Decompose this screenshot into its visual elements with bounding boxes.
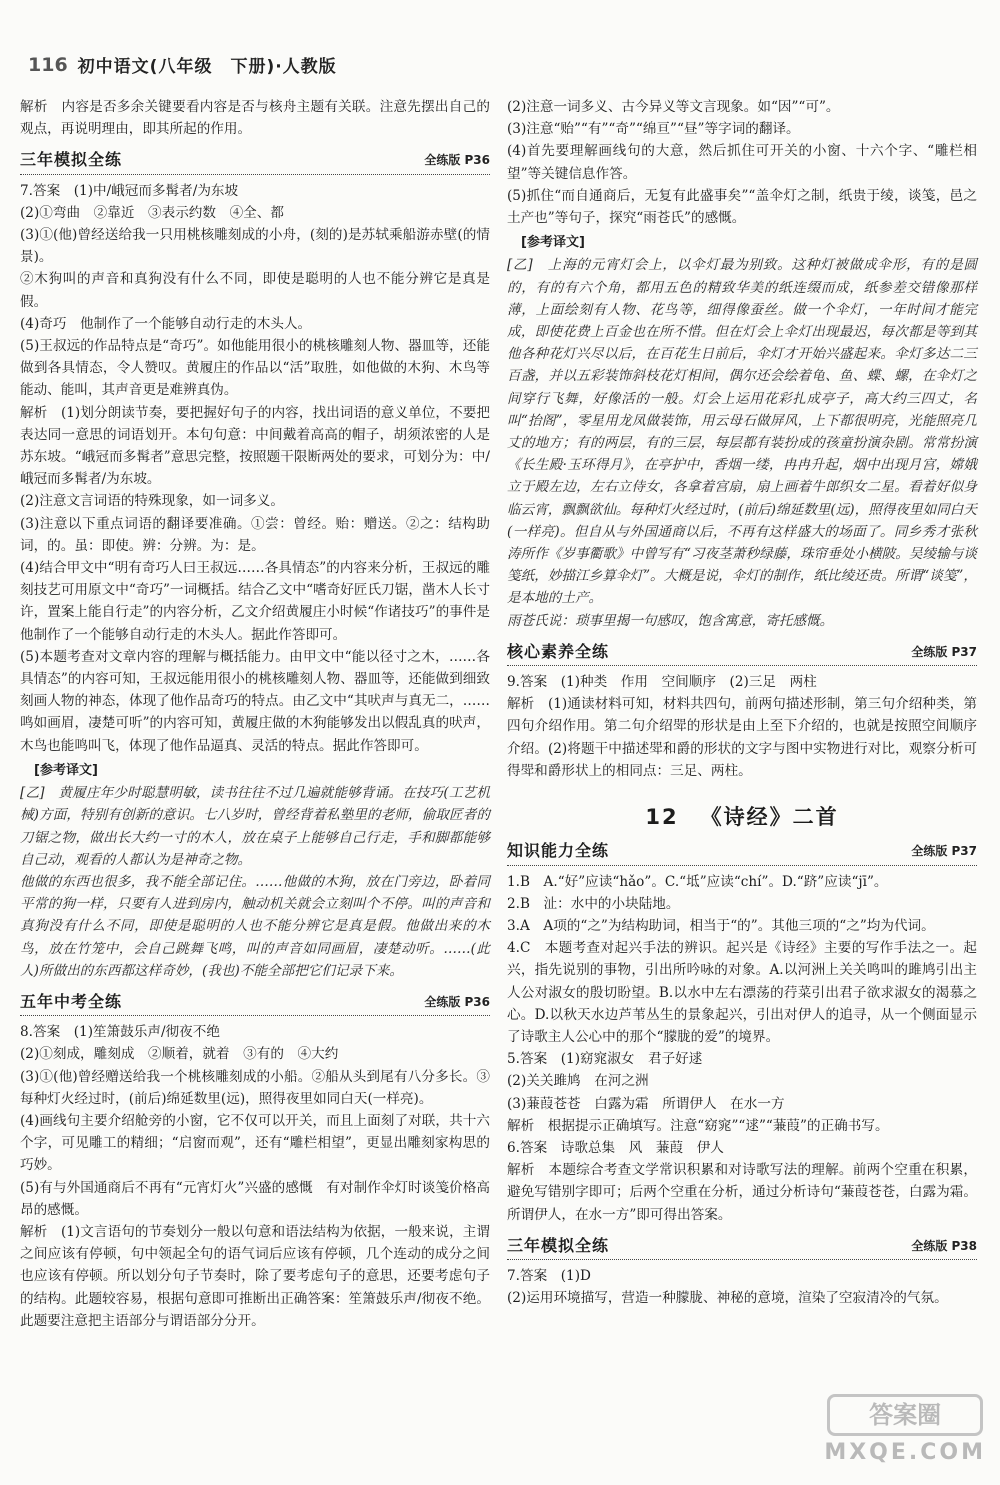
- analysis-line: 解析 (1)文言语句的节奏划分一般以句意和语法结构为依据，一般来说，主谓之间应该有停顿，句中领起全句的语气词后应该有停顿，几个连动的成分之间也应该有停顿。所以划分句子节奏时，除了要考虑句子的意思，还要考虑句子的结构。此题较容易，根据句意即可推断出正确答案：笙箫鼓乐声/彻夜不绝。此题要注意把主语部分与谓语部分分开。: [20, 1223, 490, 1329]
- translation-paragraph: 他做的东西也很多，我不能全部记住。……他做的木狗，放在门旁边，卧着同平常的狗一样，只要有人进到房内，触动机关就会立刻叫个不停。叫的声音和真狗没有什么不同，即使是聪明的人也不能分辨它是真是假。他做出来的木鸟，放在竹笼中，会自己跳舞飞鸣，叫的声音如同画眉，凄楚动听。……(此人)所做出的东西都这样奇妙，(我也)不能全部把它们记录下来。: [20, 873, 490, 979]
- analysis-line: (4)首先要理解画线句的大意，然后抓住可开关的小窗、十六个字、“雕栏相望”等关键信息作答。: [507, 143, 977, 182]
- section-title: 五年中考全练: [20, 991, 123, 1011]
- section-header-five-year: [20, 991, 490, 1016]
- page-header: [28, 52, 337, 77]
- answer-line: (3)①(他)曾经送给我一只用桃核雕刻成的小舟，(刻的)是苏轼乘船游赤壁(的情景)。: [20, 227, 490, 266]
- analysis-line: 解析 (1)划分朗读节奏，要把握好句子的内容，找出词语的意义单位，不要把表达同一意思的词语划开。本句句意：中间戴着高高的帽子，胡须浓密的人是苏东坡。“峨冠而多髯者”意思完整，按照题干限断两处的要求，可划分为：中/峨冠而多髯者/为东坡。: [20, 404, 490, 488]
- analysis-line: 解析 (1)通读材料可知，材料共四句，前两句描述形制，第三句介绍种类，第四句介绍作用。第二句介绍斝的形状是由上至下介绍的，也就是按照空间顺序介绍。(2)将题干中描述斝和爵的形状的文字与图中实物进行对比，观察分析可得斝和爵形状上的相同点：三足、两柱。: [507, 696, 977, 779]
- section-ref: 全练版 P36: [424, 153, 490, 168]
- section-title: 知识能力全练: [507, 841, 610, 861]
- answer-line: (2)关关雎鸠 在河之洲: [507, 1073, 649, 1090]
- analysis-line: 解析 本题综合考查文学常识积累和对诗歌写法的理解。前两个空重在积累，避免写错别字即可；后两个空重在分析，通过分析诗句“蒹葭苍苍，白露为霜。所谓伊人，在水一方”即可得出答案。: [507, 1162, 977, 1223]
- intro-analysis: 解析 内容是否多余关键要看内容是否与核舟主题有关联。注意先摆出自己的观点，再说明理由，即其所起的作用。: [20, 99, 490, 138]
- answer-line: (4)画线句主要介绍舱旁的小窗，它不仅可以开关，而且上面刻了对联，共十六个字，可见雕工的精细；“启窗而观”，还有“雕栏相望”，更显出雕刻家构思的巧妙。: [20, 1112, 490, 1174]
- answer-line: (2)①弯曲 ②靠近 ③表示约数 ④全、都: [20, 204, 284, 221]
- answer-line: (4)奇巧 他制作了一个能够自动行走的木头人。: [20, 315, 312, 332]
- book-title: 初中语文(八年级 下册)·人教版: [77, 57, 337, 77]
- section-title: 核心素养全练: [507, 641, 610, 661]
- analysis-line: (5)抓住“而自通商后，无复有此盛事矣”“盖伞灯之制，纸贵于绫，谈笺，邑之土产也”等句子，探究“雨苍氏”的感慨。: [507, 187, 977, 227]
- section-header-three-year-2: [507, 1235, 977, 1260]
- right-column: [507, 96, 977, 1309]
- reference-translation-label: [参考译文]: [521, 235, 585, 251]
- analysis-line: (2)注意一词多义、古今异义等文言现象。如“因”“可”。: [507, 99, 840, 115]
- answer-line: 6.答案 诗歌总集 风 蒹葭 伊人: [507, 1139, 724, 1156]
- analysis-line: (3)注意“贻”“有”“奇”“绵亘”“昼”等字词的翻译。: [507, 121, 800, 138]
- section-title: 三年模拟全练: [20, 150, 123, 170]
- section-ref: 全练版 P38: [911, 1238, 977, 1253]
- answer-line: 9.答案 (1)种类 作用 空间顺序 (2)三足 两柱: [507, 674, 817, 691]
- answer-line: 4.C 本题考查对起兴手法的辨识。起兴是《诗经》主要的写作手法之一。起兴，指先说别的事物，引出所吟咏的对象。A.以河洲上关关鸣叫的雎鸠引出主人公对淑女的殷切盼望。B.以水中左右漂荡的荇菜引出君子欲求淑女的渴慕之心。D.以秋天水边芦苇丛生的景象起兴，引出对伊人的追寻，从一个侧面显示了诗歌主人公心中的那个“朦胧的爱”的境界。: [507, 940, 977, 1045]
- answer-line: 8.答案 (1)笙箫鼓乐声/彻夜不绝: [20, 1024, 220, 1041]
- analysis-line: (5)本题考查对文章内容的理解与概括能力。由甲文中“能以径寸之木，……各具情态”的内容可知，王叔远能用很小的桃核雕刻人物、器皿等，还能做到细致刻画人物的神态，体现了他作品奇巧的特点。由乙文中“其吠声与真无二，……鸣如画眉，凄楚可听”的内容可知，黄履庄做的木狗能够发出以假乱真的吠声，木鸟也能鸣叫飞，体现了他作品逼真、灵活的特点。据此作答即可。: [20, 648, 490, 754]
- left-column: [20, 96, 490, 1332]
- answer-line: (5)有与外国通商后不再有“元宵灯火”兴盛的感慨 有对制作伞灯时谈笺价格高昂的感慨。: [20, 1179, 490, 1218]
- watermark-mark: 答案圈: [827, 1394, 983, 1436]
- translation-paragraph: 雨苍氏说：琐事里揭一句感叹，饱含寓意，寄托感慨。: [507, 612, 834, 629]
- lesson-heading: [507, 806, 977, 828]
- analysis-line: (3)注意以下重点词语的翻译要准确。①尝：曾经。贻：赠送。②之：结构助词，的。虽：即使。辨：分辨。为：是。: [20, 515, 490, 554]
- answer-line: (3)蒹葭苍苍 白露为霜 所谓伊人 在水一方: [507, 1095, 785, 1112]
- answer-line: 7.答案 (1)中/峨冠而多髯者/为东坡: [20, 182, 239, 199]
- page-number: 116: [28, 53, 68, 76]
- lesson-number: 12: [645, 805, 679, 830]
- translation-paragraph: [乙] 上海的元宵灯会上，以伞灯最为别致。这种灯被做成伞形，有的是圆的，有的有六个角，都用五色的精致华美的纸连缀而成，纸参差交错像那样薄，上面绘刻有人物、花鸟等，细得像蚕丝。做一个伞灯，一年时间才能完成，即使花费上百金也在所不惜。但在灯会上伞灯出现最迟，每次都是等到其他各种花灯兴尽以后，在百花生日前后，伞灯才开始兴盛起来。伞灯多达二三百盏，并以五彩装饰斜枝花灯相间，偶尔还会绘着龟、鱼、蝶、螺，在伞灯之间穿行飞舞，好像活的一般。灯会上运用花彩扎成亭子，高大约三四丈，名叫“抬阁”，零星用龙凤做装饰，用云母石做屏风，上下都很明亮，光能照亮几丈的地方；有的两层，有的三层，每层都有装扮成的孩童扮演杂剧。常常扮演《长生殿·玉环得月》，在亭护中，香烟一缕，冉冉升起，烟中出现月宫，嫦娥立于殿左边，左右立侍女，各拿着宫扇，扇上画着牛郎织女二星。看着好似身临云宵，飘飘欲仙。每种灯火经过时，(前后)绵延数里(远)，照得夜里如同白天(一样亮)。但自从与外国通商以后，不再有这样盛大的场面了。同乡秀才张秋涛所作《岁事衢歌》中曾写有“习夜茎萧秒绿藤，珠帘垂处小横陂。吴绫输与谈笺纸，妙描江乡算伞灯”。大概是说，伞灯的制作，纸比绫还贵。所谓“谈笺”，是本地的土产。: [507, 257, 977, 607]
- answer-line: 1.B A.“好”应读“hǎo”。C.“坻”应读“chí”。D.“跻”应读“jī”。: [507, 873, 888, 890]
- analysis-line: 解析 根据提示正确填写。注意“窈窕”“逑”“蒹葭”的正确书写。: [507, 1117, 889, 1134]
- reference-translation-label: [参考译文]: [34, 762, 98, 778]
- section-ref: 全练版 P37: [911, 844, 977, 859]
- watermark-domain: MXQE.COM: [824, 1440, 986, 1465]
- lesson-title: 《诗经》二首: [700, 805, 839, 830]
- section-header-three-year-1: [20, 149, 490, 174]
- answer-line: 3.A A项的“之”为结构助词，相当于“的”。其他三项的“之”均为代词。: [507, 917, 935, 934]
- answer-line: 5.答案 (1)窈窕淑女 君子好逑: [507, 1051, 703, 1068]
- answer-line: (2)运用环境描写，营造一种朦胧、神秘的意境，渲染了空寂清冷的气氛。: [507, 1290, 948, 1307]
- answer-line: 2.B 沚：水中的小块陆地。: [507, 895, 680, 912]
- answer-line: (5)王叔远的作品特点是“奇巧”。如他能用很小的桃核雕刻人物、器皿等，还能做到各具情态，令人赞叹。黄履庄的作品以“活”取胜，如他做的木狗、木鸟等能动、能叫，其声音更是难辨真伪。: [20, 338, 490, 399]
- answer-line: (2)①刻成，雕刻成 ②顺着，就着 ③有的 ④大约: [20, 1046, 339, 1063]
- analysis-line: (4)结合甲文中“明有奇巧人曰王叔远……各具情态”的内容来分析，王叔远的雕刻技艺可用原文中“奇巧”一词概括。结合乙文中“嗜奇好匠氏刀锯，凿木人长寸许，置案上能自行走”的内容分析，乙文介绍黄履庄小时候“作诸技巧”的事件是他制作了一个能够自动行走的木头人。据此作答即可。: [20, 560, 490, 643]
- section-header-core-literacy: [507, 641, 977, 666]
- translation-paragraph: [乙] 黄履庄年少时聪慧明敏，读书往往不过几遍就能够背诵。在技巧(工艺机械)方面，特别有创新的意识。七八岁时，曾经背着私塾里的老师，偷取匠者的刀锯之物，做出长大约一寸的木人，放在桌子上能够自己行走，手和脚都能够自己动，观看的人都认为是神奇之物。: [20, 785, 490, 868]
- watermark-logo: [824, 1394, 986, 1465]
- answer-line: ②木狗叫的声音和真狗没有什么不同，即使是聪明的人也不能分辨它是真是假。: [20, 271, 490, 310]
- section-ref: 全练版 P37: [911, 644, 977, 659]
- section-title: 三年模拟全练: [507, 1235, 610, 1255]
- analysis-line: (2)注意文言词语的特殊现象，如一词多义。: [20, 493, 284, 510]
- section-header-knowledge: [507, 840, 977, 865]
- answer-line: (3)①(他)曾经赠送给我一个桃核雕刻成的小船。②船从头到尾有八分多长。③每种灯火经过时，(前后)绵延数里(远)，照得夜里如同白天(一样亮)。: [20, 1068, 490, 1107]
- answer-line: 7.答案 (1)D: [507, 1267, 591, 1284]
- section-ref: 全练版 P36: [424, 994, 490, 1009]
